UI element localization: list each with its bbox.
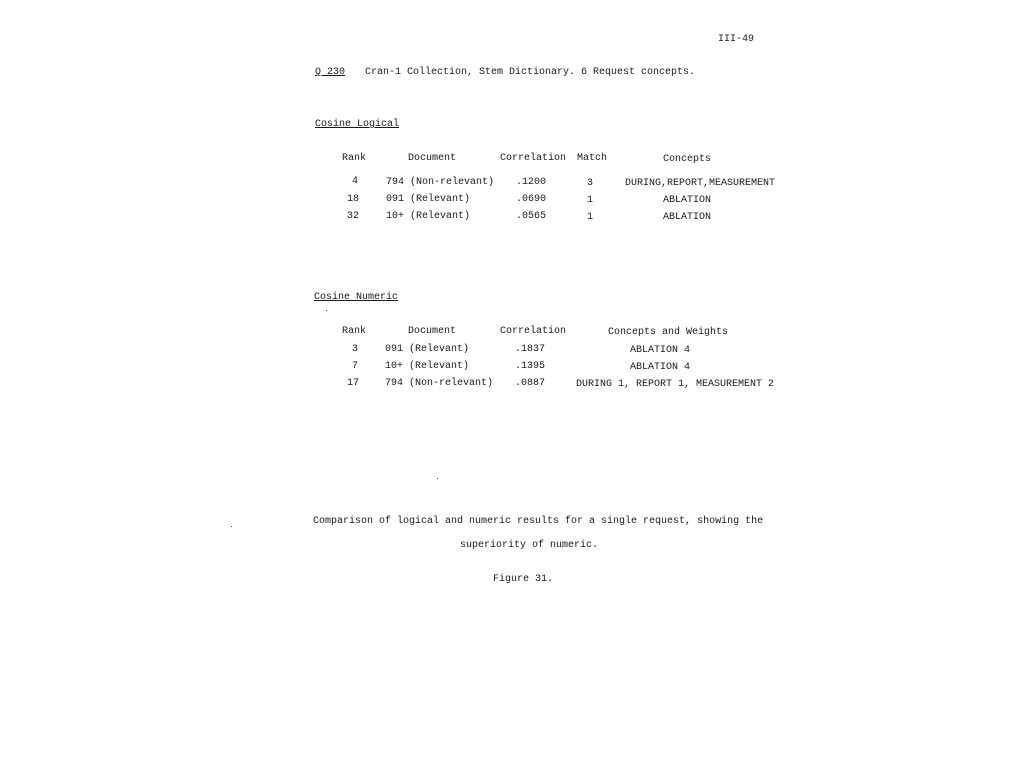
table-cell-concepts: DURING,REPORT,MEASUREMENT — [625, 178, 776, 189]
table-cell-document: 091 (Relevant) — [386, 194, 471, 205]
figure-caption-line-2: superiority of numeric. — [460, 540, 599, 551]
table-cell-correlation: .1200 — [515, 177, 546, 188]
scan-speck — [326, 310, 327, 311]
table-cell-correlation: .1837 — [514, 344, 545, 355]
table-cell-document: 10+ (Relevant) — [385, 361, 470, 372]
column-header-document: Document — [408, 153, 457, 164]
table-cell-document: 10+ (Relevant) — [386, 211, 471, 222]
query-description: Cran-1 Collection, Stem Dictionary. 6 Request concepts. — [365, 67, 696, 78]
column-header-rank: Rank — [342, 326, 367, 337]
page-number: III-49 — [718, 34, 755, 45]
table-cell-concepts: ABLATION — [663, 212, 712, 223]
table-cell-correlation: .0565 — [515, 211, 546, 222]
column-header-document: Document — [408, 326, 457, 337]
table-cell-document: 091 (Relevant) — [385, 344, 470, 355]
table-cell-rank: 17 — [346, 378, 359, 389]
table-cell-document: 794 (Non-relevant) — [385, 378, 494, 389]
table-cell-correlation: .0887 — [514, 378, 545, 389]
table-cell-document: 794 (Non-relevant) — [386, 177, 495, 188]
column-header-correlation: Correlation — [500, 326, 567, 337]
table-cell-concepts: ABLATION 4 — [630, 362, 691, 373]
figure-label: Figure 31. — [493, 574, 554, 585]
column-header-correlation: Correlation — [500, 153, 567, 164]
table-cell-match: 1 — [586, 212, 593, 223]
table-cell-rank: 32 — [346, 211, 359, 222]
table-cell-rank: 18 — [346, 194, 359, 205]
table-cell-match: 3 — [586, 178, 593, 189]
section-title-cosine-logical: Cosine Logical — [315, 119, 400, 130]
column-header-rank: Rank — [342, 153, 367, 164]
section-title-cosine-numeric: Cosine Numeric — [314, 292, 399, 303]
table-cell-rank: 7 — [351, 361, 358, 372]
table-cell-rank: 4 — [351, 176, 358, 187]
query-id: Q 230 — [315, 67, 346, 78]
column-header-concepts-weights: Concepts and Weights — [608, 327, 729, 338]
table-cell-concepts: ABLATION 4 — [630, 345, 691, 356]
table-cell-match: 1 — [586, 195, 593, 206]
scan-speck — [231, 526, 232, 527]
column-header-concepts: Concepts — [663, 154, 712, 165]
scan-speck — [437, 478, 438, 479]
column-header-match: Match — [577, 153, 608, 164]
figure-caption-line-1: Comparison of logical and numeric results for a single request, showing the — [313, 516, 764, 527]
table-cell-concepts: ABLATION — [663, 195, 712, 206]
table-cell-correlation: .1395 — [514, 361, 545, 372]
table-cell-rank: 3 — [351, 344, 358, 355]
table-cell-concepts: DURING 1, REPORT 1, MEASUREMENT 2 — [576, 379, 775, 390]
table-cell-correlation: .0690 — [515, 194, 546, 205]
